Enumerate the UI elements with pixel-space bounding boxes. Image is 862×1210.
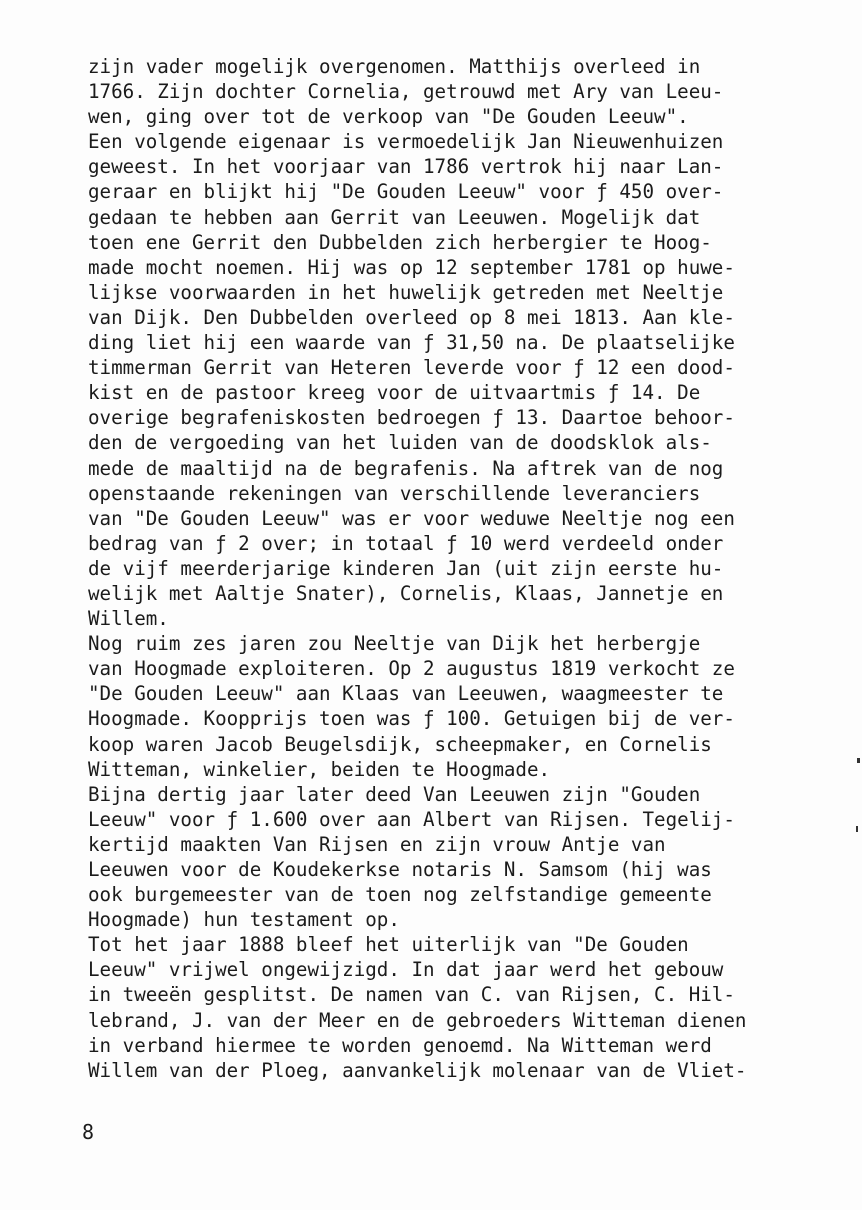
text-line: Willem van der Ploeg, aanvankelijk molenaar van de Vliet- [88, 1058, 747, 1082]
text-line: welijk met Aaltje Snater), Cornelis, Klaas, Jannetje en [88, 581, 724, 605]
text-line: van "De Gouden Leeuw" was er voor weduwe Neeltje nog een [88, 506, 735, 530]
text-line: in tweeën gesplitst. De namen van C. van Rijsen, C. Hil- [88, 983, 735, 1007]
text-line: in verband hiermee te worden genoemd. Na Witteman werd [88, 1033, 712, 1057]
text-line: Hoogmade) hun testament op. [88, 908, 400, 932]
text-line: lijkse voorwaarden in het huwelijk getreden met Neeltje [88, 280, 724, 304]
text-line: bedrag van ƒ 2 over; in totaal ƒ 10 werd verdeeld onder [88, 531, 724, 555]
text-line: Leeuwen voor de Koudekerkse notaris N. Samsom (hij was [88, 858, 712, 881]
text-line: koop waren Jacob Beugelsdijk, scheepmaker, en Cornelis [88, 732, 712, 756]
text-line: Bijna dertig jaar later deed Van Leeuwen zijn "Gouden [88, 782, 701, 806]
text-line: Willem. [88, 607, 169, 631]
text-line: Nog ruim zes jaren zou Neeltje van Dijk het herbergje [88, 632, 701, 656]
text-line: toen ene Gerrit den Dubbelden zich herbergier te Hoog- [88, 230, 712, 254]
text-line: Witteman, winkelier, beiden te Hoogmade. [88, 757, 551, 781]
text-line: gedaan te hebben aan Gerrit van Leeuwen. Mogelijk dat [88, 205, 701, 229]
text-line: timmerman Gerrit van Heteren leverde voor ƒ 12 een dood- [88, 356, 735, 380]
text-line: den de vergoeding van het luiden van de doodsklok als- [88, 431, 712, 455]
text-line: openstaande rekeningen van verschillende leveranciers [88, 481, 701, 505]
text-line: Leeuw" voor ƒ 1.600 over aan Albert van Rijsen. Tegelij- [88, 807, 735, 831]
text-line: made mocht noemen. Hij was op 12 september 1781 op huwe- [88, 255, 735, 279]
text-line: "De Gouden Leeuw" aan Klaas van Leeuwen, waagmeester te [88, 682, 724, 706]
text-line: Tot het jaar 1888 bleef het uiterlijk van "De Gouden [88, 933, 689, 957]
body-text [88, 54, 798, 1083]
text-line: mede de maaltijd na de begrafenis. Na aftrek van de nog [88, 456, 724, 480]
text-line: overige begrafeniskosten bedroegen ƒ 13. Daartoe behoor- [88, 406, 735, 430]
text-line: kertijd maakten Van Rijsen en zijn vrouw Antje van [88, 832, 666, 856]
text-line: 1766. Zijn dochter Cornelia, getrouwd met Ary van Leeu- [88, 80, 724, 104]
text-line: de vijf meerderjarige kinderen Jan (uit zijn eerste hu- [88, 556, 724, 580]
text-line: Leeuw" vrijwel ongewijzigd. In dat jaar werd het gebouw [88, 958, 724, 982]
scan-speck [857, 758, 860, 763]
text-line: kist en de pastoor kreeg voor de uitvaartmis ƒ 14. De [88, 381, 701, 405]
page-number: 8 [82, 1120, 95, 1144]
text-line: wen, ging over tot de verkoop van "De Gouden Leeuw". [88, 105, 689, 129]
text-line: van Dijk. Den Dubbelden overleed op 8 mei 1813. Aan kle- [88, 305, 735, 329]
text-line: ook burgemeester van de toen nog zelfstandige gemeente [88, 883, 712, 907]
text-line: van Hoogmade exploiteren. Op 2 augustus 1819 verkocht ze [88, 657, 735, 681]
text-line: zijn vader mogelijk overgenomen. Matthijs overleed in [88, 55, 701, 78]
text-line: lebrand, J. van der Meer en de gebroeders Witteman dienen [88, 1008, 747, 1032]
text-line: ding liet hij een waarde van ƒ 31,50 na. De plaatselijke [88, 331, 735, 355]
scan-speck [856, 826, 858, 832]
text-line: Hoogmade. Koopprijs toen was ƒ 100. Getuigen bij de ver- [88, 707, 735, 731]
text-line: Een volgende eigenaar is vermoedelijk Jan Nieuwenhuizen [88, 130, 724, 154]
text-line: geraar en blijkt hij "De Gouden Leeuw" voor ƒ 450 over- [88, 180, 724, 204]
text-line: geweest. In het voorjaar van 1786 vertrok hij naar Lan- [88, 155, 724, 179]
